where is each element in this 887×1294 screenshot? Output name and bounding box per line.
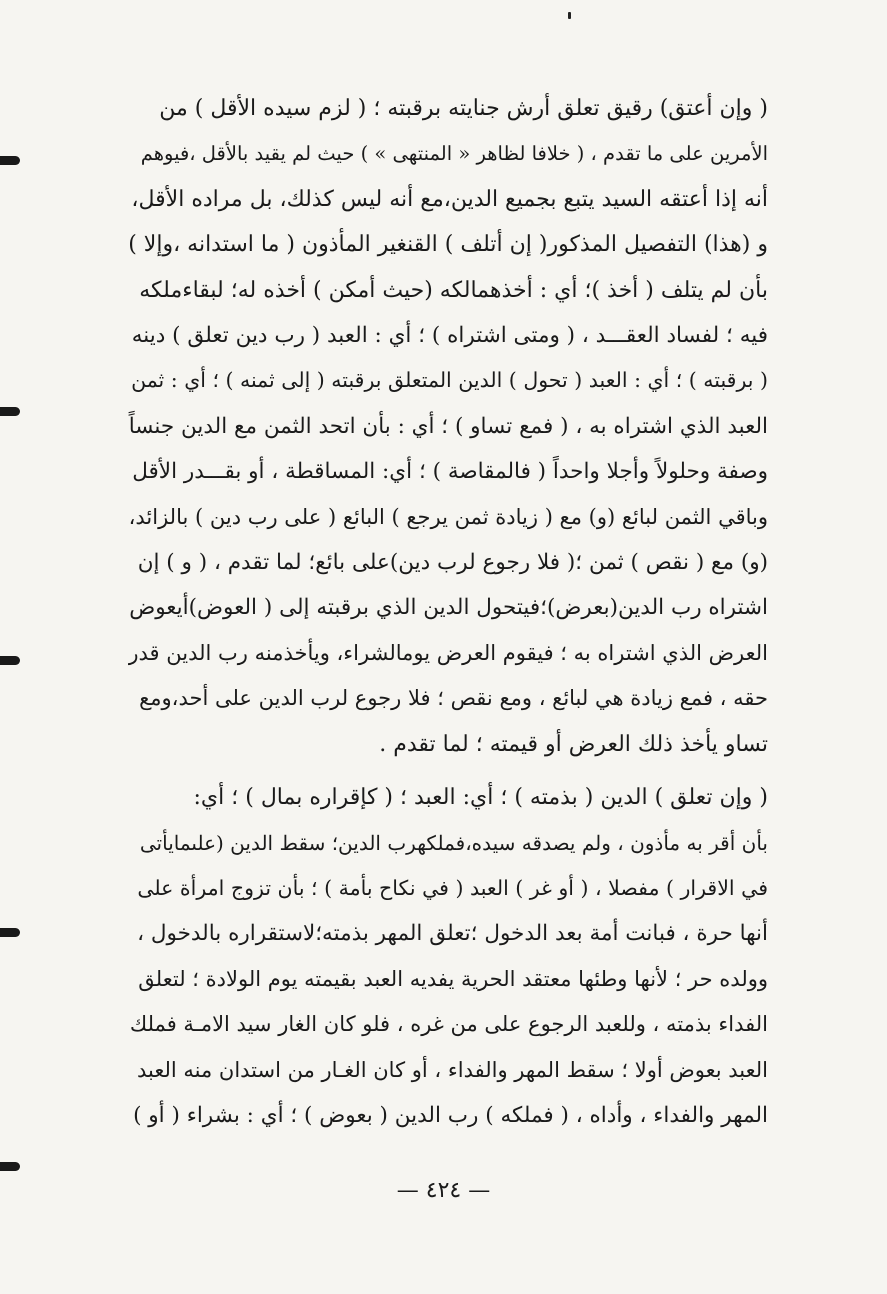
body-text [128, 86, 768, 1138]
text-line: الفداء بذمته ، وللعبد الرجوع على من غره ، فلو كان الغار سيد الامـة فملك [129, 1012, 768, 1037]
text-line: ( وإن أعتق) رقيق تعلق أرش جنايته برقبته ؛ ( لزم سيده الأقل ) من [159, 96, 768, 121]
text-line: في الاقرار ) مفصلا ، ( أو غر ) العبد ( في نكاح بأمة ) ؛ بأن تزوج امرأة على [137, 875, 768, 900]
text-line: بأن لم يتلف ( أخذ )؛ أي : أخذهمالكه (حيث أمكن ) أخذه له؛ لبقاءملكه [139, 277, 768, 303]
text-line: اشتراه رب الدين(بعرض)؛فيتحول الدين الذي برقبته إلى ( العوض)أيعوض [129, 595, 768, 621]
margin-mark [0, 656, 20, 665]
margin-mark [0, 928, 20, 937]
text-line: بأن أقر به مأذون ، ولم يصدقه سيده،فملكهرب الدين؛ سقط الدين (علىمايأتى [139, 830, 768, 855]
text-line: المهر والفداء ، وأداه ، ( فملكه ) رب الدين ( بعوض ) ؛ أي : بشراء ( أو ) [133, 1102, 768, 1128]
text-line: وباقي الثمن لبائع (و) مع ( زيادة ثمن يرجع ) البائع ( على رب دين ) بالزائد، [128, 504, 768, 529]
ink-speck [568, 12, 571, 19]
text-line: فيه ؛ لفساد العقـــد ، ( ومتى اشتراه ) ؛ أي : العبد ( رب دين تعلق ) دينه [131, 323, 768, 349]
margin-mark [0, 407, 20, 416]
text-line: العبد بعوض أولا ؛ سقط المهر والفداء ، أو كان الغـار من استدان منه العبد [136, 1057, 768, 1082]
text-line: و (هذا) التفصيل المذكور( إن أتلف ) القنغير المأذون ( ما استدانه ،وإلا ) [128, 232, 768, 258]
page-number: — ٤٢٤ — [396, 1178, 491, 1203]
text-line: وولده حر ؛ لأنها وطئها معتقد الحرية يفديه العبد بقيمته يوم الولادة ؛ لتعلق [138, 966, 768, 991]
text-line: العرض الذي اشتراه به ؛ فيقوم العرض يومالشراء، ويأخذمنه رب الدين قدر [128, 640, 768, 665]
text-line: تساو يأخذ ذلك العرض أو قيمته ؛ لما تقدم . [379, 731, 768, 757]
text-line: أنه إذا أعتقه السيد يتبع بجميع الدين،مع أنه ليس كذلك، بل مراده الأقل، [131, 186, 768, 212]
text-line: (و) مع ( نقص ) ثمن ؛( فلا رجوع لرب دين)على بائع؛ لما تقدم ، ( و ) إن [137, 550, 768, 576]
text-line: أنها حرة ، فبانت أمة بعد الدخول ؛تعلق المهر بذمته؛لاستقراره بالدخول ، [137, 921, 768, 947]
text-line: الأمرين على ما تقدم ، ( خلافا لظاهر « المنتهى » ) حيث لم يقيد بالأقل ،فيوهم [140, 142, 768, 166]
text-line: العبد الذي اشتراه به ، ( فمع تساو ) ؛ أي : بأن اتحد الثمن مع الدين جنساً [128, 413, 768, 439]
text-line: ( وإن تعلق ) الدين ( بذمته ) ؛ أي: العبد ؛ ( كإقراره بمال ) ؛ أي: [193, 785, 768, 811]
text-line: حقه ، فمع زيادة هي لبائع ، ومع نقص ؛ فلا رجوع لرب الدين على أحد،ومع [139, 686, 768, 711]
paragraph-2 [128, 775, 768, 1138]
paragraph-1 [128, 86, 768, 767]
text-line: ( برقبته ) ؛ أي : العبد ( تحول ) الدين المتعلق برقبته ( إلى ثمنه ) ؛ أي : ثمن [131, 368, 768, 393]
margin-mark [0, 156, 20, 165]
margin-mark [0, 1162, 20, 1171]
text-line: وصفة وحلولاً وأجلا واحداً ( فالمقاصة ) ؛ أي: المساقطة ، أو بقـــدر الأقل [132, 459, 768, 485]
